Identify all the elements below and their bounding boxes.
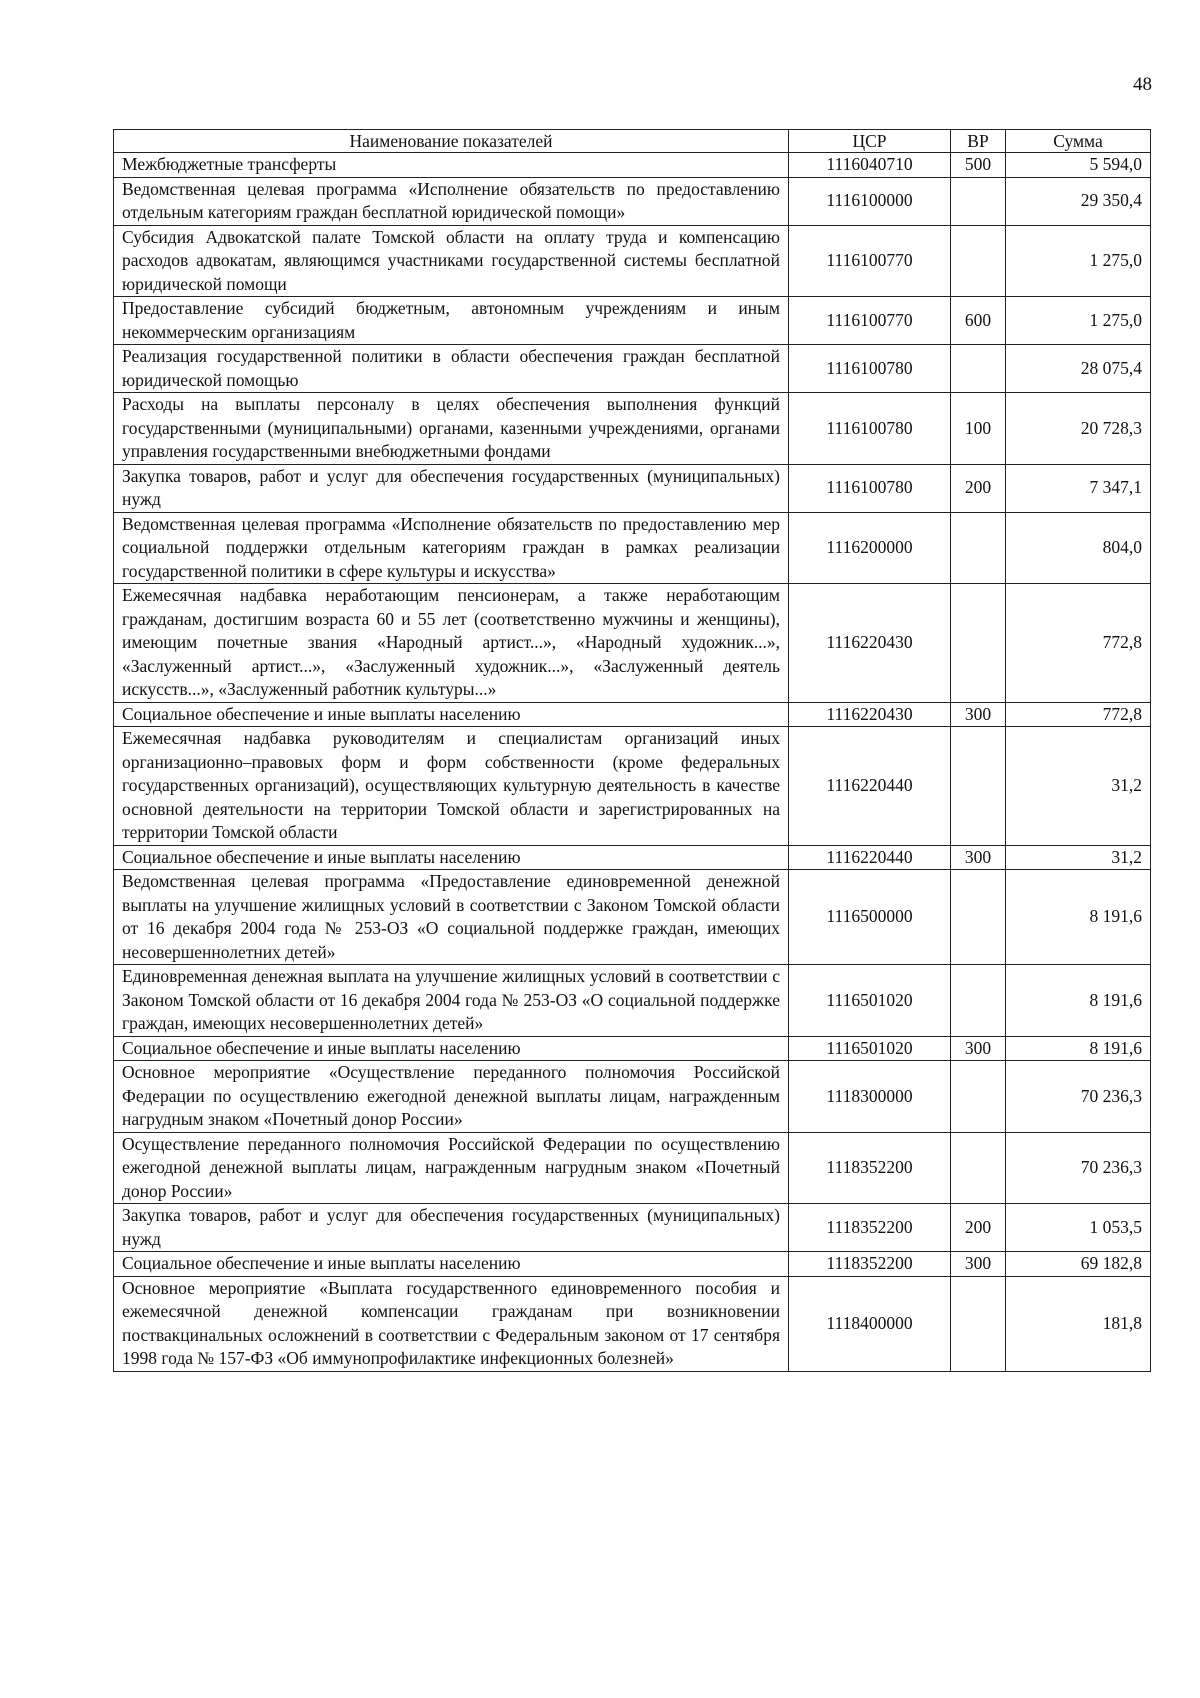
- row-vr-cell: [951, 727, 1006, 846]
- row-csr-cell: 1116100780: [789, 464, 951, 512]
- table-row: [114, 393, 1151, 465]
- row-name-cell: Предоставление субсидий бюджетным, автономным учреждениям и иным некоммерческим организациям: [114, 297, 789, 345]
- table-header-row: [114, 130, 1151, 153]
- row-csr-cell: 1116100770: [789, 225, 951, 297]
- table-row: [114, 297, 1151, 345]
- row-csr-cell: 1116220430: [789, 584, 951, 703]
- table-row: [114, 225, 1151, 297]
- row-sum-cell: 772,8: [1006, 702, 1151, 727]
- row-name-cell: Реализация государственной политики в области обеспечения граждан бесплатной юридической помощью: [114, 345, 789, 393]
- row-name-cell: Ежемесячная надбавка руководителям и специалистам организаций иных организационно–правовых форм и форм собственности (кроме федеральных государственных организаций), осуществляющих культурную деятельность в качестве основной деятельности на территории Томской области и зарегистрированных на территории Томской области: [114, 727, 789, 846]
- table-row: [114, 870, 1151, 965]
- table-row: [114, 512, 1151, 584]
- row-vr-cell: [951, 965, 1006, 1037]
- table-row: [114, 1276, 1151, 1371]
- table-row: [114, 1036, 1151, 1061]
- row-csr-cell: 1116040710: [789, 153, 951, 178]
- table-row: [114, 1061, 1151, 1133]
- row-name-cell: Основное мероприятие «Выплата государственного единовременного пособия и ежемесячной денежной компенсации гражданам при возникновении поствакцинальных осложнений в соответствии с Федеральным законом от 17 сентября 1998 года № 157-ФЗ «Об иммунопрофилактике инфекционных болезней»: [114, 1276, 789, 1371]
- row-name-cell: Социальное обеспечение и иные выплаты населению: [114, 845, 789, 870]
- row-csr-cell: 1116100780: [789, 393, 951, 465]
- row-csr-cell: 1116501020: [789, 1036, 951, 1061]
- table-row: [114, 464, 1151, 512]
- row-vr-cell: 300: [951, 702, 1006, 727]
- row-sum-cell: 772,8: [1006, 584, 1151, 703]
- row-vr-cell: [951, 177, 1006, 225]
- row-csr-cell: 1116220430: [789, 702, 951, 727]
- row-sum-cell: 20 728,3: [1006, 393, 1151, 465]
- header-csr: ЦСР: [789, 130, 951, 153]
- row-name-cell: Субсидия Адвокатской палате Томской области на оплату труда и компенсацию расходов адвокатам, являющимся участниками государственной системы бесплатной юридической помощи: [114, 225, 789, 297]
- row-name-cell: Ежемесячная надбавка неработающим пенсионерам, а также неработающим гражданам, достигшим возраста 60 и 55 лет (соответственно мужчины и женщины), имеющим почетные звания «Народный артист...», «Народный художник...», «Заслуженный артист...», «Заслуженный художник...», «Заслуженный деятель искусств...», «Заслуженный работник культуры...»: [114, 584, 789, 703]
- row-vr-cell: [951, 870, 1006, 965]
- row-sum-cell: 70 236,3: [1006, 1061, 1151, 1133]
- row-sum-cell: 1 275,0: [1006, 225, 1151, 297]
- header-name: Наименование показателей: [114, 130, 789, 153]
- row-vr-cell: [951, 1061, 1006, 1133]
- row-sum-cell: 31,2: [1006, 845, 1151, 870]
- row-vr-cell: 200: [951, 1204, 1006, 1252]
- row-vr-cell: 300: [951, 1036, 1006, 1061]
- row-name-cell: Межбюджетные трансферты: [114, 153, 789, 178]
- row-csr-cell: 1118352200: [789, 1132, 951, 1204]
- table-row: [114, 1204, 1151, 1252]
- row-vr-cell: [951, 584, 1006, 703]
- row-csr-cell: 1116100780: [789, 345, 951, 393]
- table-row: [114, 702, 1151, 727]
- table-row: [114, 845, 1151, 870]
- row-vr-cell: 300: [951, 1252, 1006, 1277]
- row-vr-cell: [951, 512, 1006, 584]
- row-sum-cell: 29 350,4: [1006, 177, 1151, 225]
- row-sum-cell: 181,8: [1006, 1276, 1151, 1371]
- row-vr-cell: 300: [951, 845, 1006, 870]
- row-name-cell: Основное мероприятие «Осуществление переданного полномочия Российской Федерации по осуществлению ежегодной денежной выплаты лицам, награжденным нагрудным знаком «Почетный донор России»: [114, 1061, 789, 1133]
- table-row: [114, 345, 1151, 393]
- row-vr-cell: 500: [951, 153, 1006, 178]
- row-vr-cell: 600: [951, 297, 1006, 345]
- row-vr-cell: [951, 1276, 1006, 1371]
- row-name-cell: Закупка товаров, работ и услуг для обеспечения государственных (муниципальных) нужд: [114, 1204, 789, 1252]
- row-name-cell: Ведомственная целевая программа «Исполнение обязательств по предоставлению отдельным категориям граждан бесплатной юридической помощи»: [114, 177, 789, 225]
- row-csr-cell: 1116200000: [789, 512, 951, 584]
- table-row: [114, 965, 1151, 1037]
- row-vr-cell: 200: [951, 464, 1006, 512]
- row-csr-cell: 1116500000: [789, 870, 951, 965]
- row-name-cell: Ведомственная целевая программа «Исполнение обязательств по предоставлению мер социальной поддержки отдельным категориям граждан в рамках реализации государственной политики в сфере культуры и искусства»: [114, 512, 789, 584]
- row-name-cell: Ведомственная целевая программа «Предоставление единовременной денежной выплаты на улучшение жилищных условий в соответствии с Законом Томской области от 16 декабря 2004 года № 253-ОЗ «О социальной поддержке граждан, имеющих несовершеннолетних детей»: [114, 870, 789, 965]
- row-sum-cell: 31,2: [1006, 727, 1151, 846]
- row-sum-cell: 8 191,6: [1006, 1036, 1151, 1061]
- table-row: [114, 727, 1151, 846]
- row-sum-cell: 28 075,4: [1006, 345, 1151, 393]
- budget-table: [113, 129, 1151, 1372]
- row-csr-cell: 1116220440: [789, 845, 951, 870]
- row-sum-cell: 5 594,0: [1006, 153, 1151, 178]
- row-name-cell: Расходы на выплаты персоналу в целях обеспечения выполнения функций государственными (муниципальными) органами, казенными учреждениями, органами управления государственными внебюджетными фондами: [114, 393, 789, 465]
- row-csr-cell: 1116100770: [789, 297, 951, 345]
- header-sum: Сумма: [1006, 130, 1151, 153]
- table-row: [114, 584, 1151, 703]
- row-sum-cell: 70 236,3: [1006, 1132, 1151, 1204]
- row-csr-cell: 1118400000: [789, 1276, 951, 1371]
- table-row: [114, 177, 1151, 225]
- row-name-cell: Социальное обеспечение и иные выплаты населению: [114, 1252, 789, 1277]
- row-csr-cell: 1116220440: [789, 727, 951, 846]
- row-name-cell: Социальное обеспечение и иные выплаты населению: [114, 702, 789, 727]
- row-name-cell: Осуществление переданного полномочия Российской Федерации по осуществлению ежегодной денежной выплаты лицам, награжденным нагрудным знаком «Почетный донор России»: [114, 1132, 789, 1204]
- table-row: [114, 1132, 1151, 1204]
- row-name-cell: Единовременная денежная выплата на улучшение жилищных условий в соответствии с Законом Томской области от 16 декабря 2004 года № 253-ОЗ «О социальной поддержке граждан, имеющих несовершеннолетних детей»: [114, 965, 789, 1037]
- row-csr-cell: 1116100000: [789, 177, 951, 225]
- row-name-cell: Социальное обеспечение и иные выплаты населению: [114, 1036, 789, 1061]
- row-vr-cell: [951, 345, 1006, 393]
- row-name-cell: Закупка товаров, работ и услуг для обеспечения государственных (муниципальных) нужд: [114, 464, 789, 512]
- table-row: [114, 153, 1151, 178]
- page-number: 48: [1133, 74, 1152, 95]
- row-sum-cell: 69 182,8: [1006, 1252, 1151, 1277]
- row-csr-cell: 1116501020: [789, 965, 951, 1037]
- header-vr: ВР: [951, 130, 1006, 153]
- row-sum-cell: 804,0: [1006, 512, 1151, 584]
- row-csr-cell: 1118352200: [789, 1252, 951, 1277]
- row-vr-cell: [951, 225, 1006, 297]
- row-sum-cell: 8 191,6: [1006, 870, 1151, 965]
- row-csr-cell: 1118300000: [789, 1061, 951, 1133]
- row-sum-cell: 1 275,0: [1006, 297, 1151, 345]
- table-row: [114, 1252, 1151, 1277]
- row-vr-cell: [951, 1132, 1006, 1204]
- row-sum-cell: 7 347,1: [1006, 464, 1151, 512]
- row-csr-cell: 1118352200: [789, 1204, 951, 1252]
- row-vr-cell: 100: [951, 393, 1006, 465]
- row-sum-cell: 1 053,5: [1006, 1204, 1151, 1252]
- row-sum-cell: 8 191,6: [1006, 965, 1151, 1037]
